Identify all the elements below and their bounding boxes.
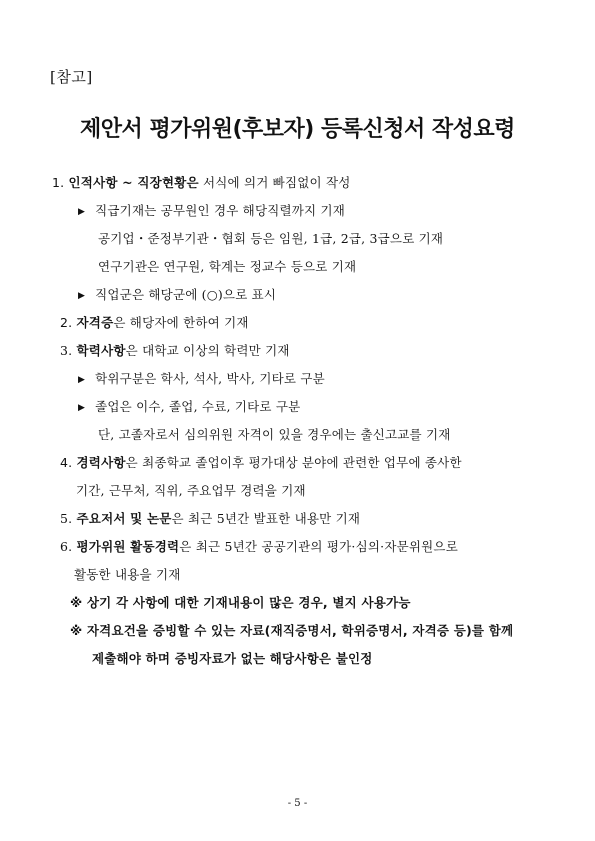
section-heading: 학력사항 xyxy=(76,343,126,358)
section-1-bullet-1 xyxy=(78,201,345,219)
section-text: 은 대학교 이상의 학력만 기재 xyxy=(125,343,290,358)
note-evidence: ※ 자격요건을 증빙할 수 있는 자료(재직증명서, 학위증명서, 자격증 등)를 함께 xyxy=(70,623,514,638)
section-text: 은 최근 5년간 발표한 내용만 기재 xyxy=(171,511,361,526)
section-heading: 주요저서 및 논문 xyxy=(76,511,172,526)
section-5 xyxy=(60,509,360,527)
triangle-bullet-icon: ▶ xyxy=(78,375,86,385)
section-6 xyxy=(60,537,458,555)
page-number: - 5 - xyxy=(287,798,308,809)
bullet-text: 졸업은 이수, 졸업, 수료, 기타로 구분 xyxy=(95,399,301,414)
reference-label: [참고] xyxy=(50,68,93,86)
section-1-continuation-1: 공기업・준정부기관・협회 등은 임원, 1급, 2급, 3급으로 기재 xyxy=(98,231,444,246)
section-3-bullet-2 xyxy=(78,397,300,415)
note-extra-sheet: ※ 상기 각 사항에 대한 기재내용이 많은 경우, 별지 사용가능 xyxy=(70,595,411,610)
bullet-text: 직업군은 해당군에 (○)으로 표시 xyxy=(95,287,277,302)
section-1 xyxy=(52,173,351,191)
section-3-continuation: 단, 고졸자로서 심의위원 자격이 있을 경우에는 출신고교를 기재 xyxy=(98,427,451,442)
section-heading: 평가위원 활동경력 xyxy=(76,539,180,554)
section-text: 서식에 의거 빠짐없이 작성 xyxy=(198,175,351,190)
section-heading: 인적사항 ~ 직장현황은 xyxy=(68,175,199,190)
section-text: 은 최근 5년간 공공기관의 평가·심의·자문위원으로 xyxy=(179,539,458,554)
section-number: 1. xyxy=(52,175,65,190)
section-3 xyxy=(60,341,290,359)
note-evidence-continuation: 제출해야 하며 증빙자료가 없는 해당사항은 불인정 xyxy=(92,651,373,666)
section-number: 3. xyxy=(60,343,73,358)
section-number: 4. xyxy=(60,455,73,470)
section-1-continuation-2: 연구기관은 연구원, 학계는 정교수 등으로 기재 xyxy=(98,259,357,274)
section-number: 5. xyxy=(60,511,73,526)
section-heading: 경력사항 xyxy=(76,455,126,470)
bullet-text: 직급기재는 공무원인 경우 해당직렬까지 기재 xyxy=(95,203,346,218)
section-text: 은 최종학교 졸업이후 평가대상 분야에 관련한 업무에 종사한 xyxy=(125,455,462,470)
section-1-bullet-2 xyxy=(78,285,276,303)
triangle-bullet-icon: ▶ xyxy=(78,291,86,301)
section-4 xyxy=(60,453,462,471)
section-number: 6. xyxy=(60,539,73,554)
section-number: 2. xyxy=(60,315,73,330)
section-3-bullet-1 xyxy=(78,369,325,387)
bullet-text: 학위구분은 학사, 석사, 박사, 기타로 구분 xyxy=(95,371,325,386)
section-text: 은 해당자에 한하여 기재 xyxy=(113,315,249,330)
triangle-bullet-icon: ▶ xyxy=(78,403,86,413)
section-heading: 자격증 xyxy=(76,315,114,330)
triangle-bullet-icon: ▶ xyxy=(78,207,86,217)
document-title: 제안서 평가위원(후보자) 등록신청서 작성요령 xyxy=(80,117,515,142)
section-4-continuation: 기간, 근무처, 직위, 주요업무 경력을 기재 xyxy=(76,483,306,498)
section-2 xyxy=(60,313,249,331)
section-6-continuation: 활동한 내용을 기재 xyxy=(74,567,181,582)
